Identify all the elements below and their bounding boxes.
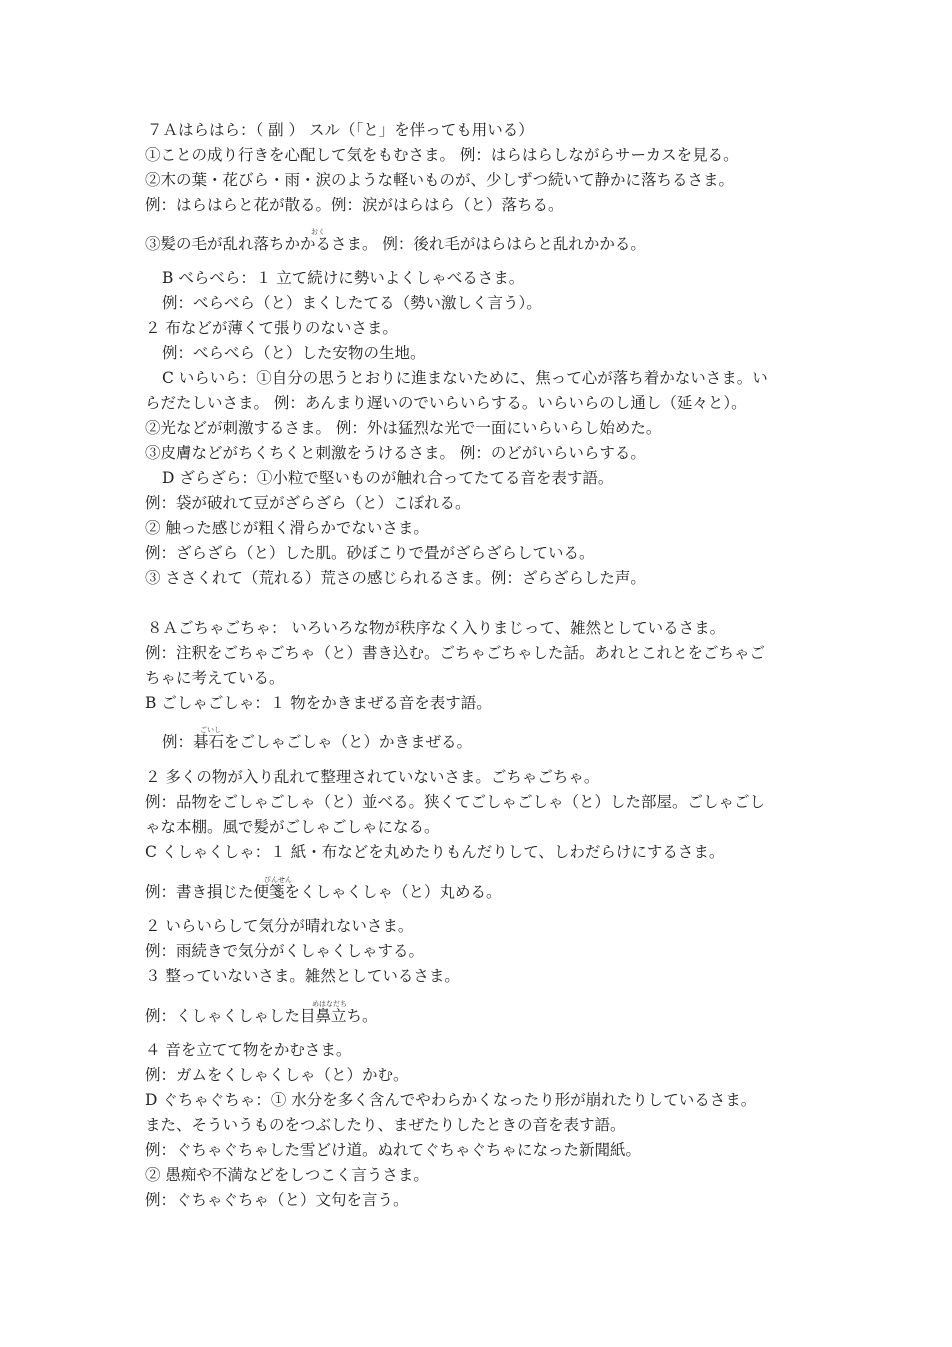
text-line: 例：くしゃくしゃした目鼻立ち。: [145, 1007, 378, 1025]
text-line: ２ 布などが薄くて張りのないさま。: [145, 319, 398, 337]
entry-7d-heading: D ざらざら：①小粒で堅いものが触れ合ってたてる音を表す語。: [162, 469, 614, 487]
text-line: 例：ぐちゃぐちゃ（と）文句を言う。: [145, 1191, 409, 1209]
text-line: ２ いらいらして気分が晴れないさま。: [145, 917, 414, 935]
text-line: 例：書き損じた便箋をくしゃくしゃ（と）丸める。: [145, 883, 502, 901]
entry-8a-heading: ８Ａごちゃごちゃ： いろいろな物が秩序なく入りまじって、雑然としているさま。: [147, 619, 726, 637]
ruby-mehanadachi: めはなだち: [312, 1000, 347, 1008]
text-line: 例：べらべら（と）まくしたてる（勢い激しく言う）。: [162, 294, 542, 312]
text-line: ２ 多くの物が入り乱れて整理されていないさま。ごちゃごちゃ。: [145, 768, 600, 786]
text-line: 例：べらべら（と）した安物の生地。: [162, 344, 426, 362]
text-line: 例：碁石をごしゃごしゃ（と）かきまぜる。: [162, 733, 473, 751]
text-line: ３ 整っていないさま。雑然としているさま。: [145, 967, 460, 985]
entry-8b-heading: B ごしゃごしゃ：１ 物をかきまぜる音を表す語。: [145, 694, 492, 712]
text-line: 例：雨続きで気分がくしゃくしゃする。: [145, 942, 425, 960]
text-line: ② 愚痴や不満などをしつこく言うさま。: [145, 1166, 429, 1184]
text-line: 例：ぐちゃぐちゃした雪どけ道。ぬれてぐちゃぐちゃになった新聞紙。: [145, 1141, 642, 1159]
ruby-okure: おく: [311, 228, 325, 236]
ruby-goishi: ごいし: [200, 726, 221, 734]
text-line: また、そういうものをつぶしたり、まぜたりしたときの音を表す語。: [145, 1116, 626, 1134]
text-line: ③皮膚などがちくちくと刺激をうけるさま。 例：のどがいらいらする。: [145, 444, 646, 462]
text-line: ゃな本棚。風で髪がごしゃごしゃになる。: [145, 818, 440, 836]
text-line: ①ことの成り行きを心配して気をもむさま。 例：はらはらしながらサーカスを見る。: [145, 146, 739, 164]
text-line: ４ 音を立てて物をかむさま。: [145, 1041, 352, 1059]
entry-8c-heading: C くしゃくしゃ：１ 紙・布などを丸めたりもんだりして、しわだらけにするさま。: [145, 843, 725, 861]
entry-8d-heading: D ぐちゃぐちゃ：① 水分を多く含んでやわらかくなったり形が崩れたりしているさま。: [145, 1091, 757, 1109]
text-line: 例：品物をごしゃごしゃ（と）並べる。狭くてごしゃごしゃ（と）した部屋。ごしゃごし: [145, 793, 766, 811]
text-line: ② 触った感じが粗く滑らかでないさま。: [145, 519, 429, 537]
text-line: らだたしいさま。 例：あんまり遅いのでいらいらする。いらいらのし通し（延々と）。: [145, 394, 747, 412]
text-line: 例：注釈をごちゃごちゃ（と）書き込む。ごちゃごちゃした話。あれとこれとをごちゃご: [145, 644, 766, 662]
text-line: 例：ガムをくしゃくしゃ（と）かむ。: [145, 1066, 409, 1084]
ruby-binsen: びんせん: [264, 876, 292, 884]
entry-7b-heading: B べらべら：１ 立て続けに勢いよくしゃべるさま。: [162, 269, 525, 287]
text-line: ちゃに考えている。: [145, 669, 285, 687]
text-line: ③髪の毛が乱れ落ちかかるさま。 例：後れ毛がはらはらと乱れかかる。: [145, 235, 646, 253]
text-line: 例：袋が破れて豆がざらざら（と）こぼれる。: [145, 494, 471, 512]
text-line: 例：はらはらと花が散る。例：涙がはらはら（と）落ちる。: [145, 196, 564, 214]
entry-7a-heading: ７Ａはらはら：（ 副 ） スル（「と」を伴っても用いる）: [147, 121, 534, 139]
text-line: ③ ささくれて（荒れる）荒さの感じられるさま。例：ざらざらした声。: [145, 569, 646, 587]
text-line: ②光などが刺激するさま。 例：外は猛烈な光で一面にいらいらし始めた。: [145, 419, 662, 437]
text-line: 例：ざらざら（と）した肌。砂ぼこりで畳がざらざらしている。: [145, 544, 595, 562]
entry-7c-heading: C いらいら：①自分の思うとおりに進まないために、焦って心が落ち着かないさま。い: [162, 369, 768, 387]
text-line: ②木の葉・花びら・雨・涙のような軽いものが、少しずつ続いて静かに落ちるさま。: [145, 171, 735, 189]
